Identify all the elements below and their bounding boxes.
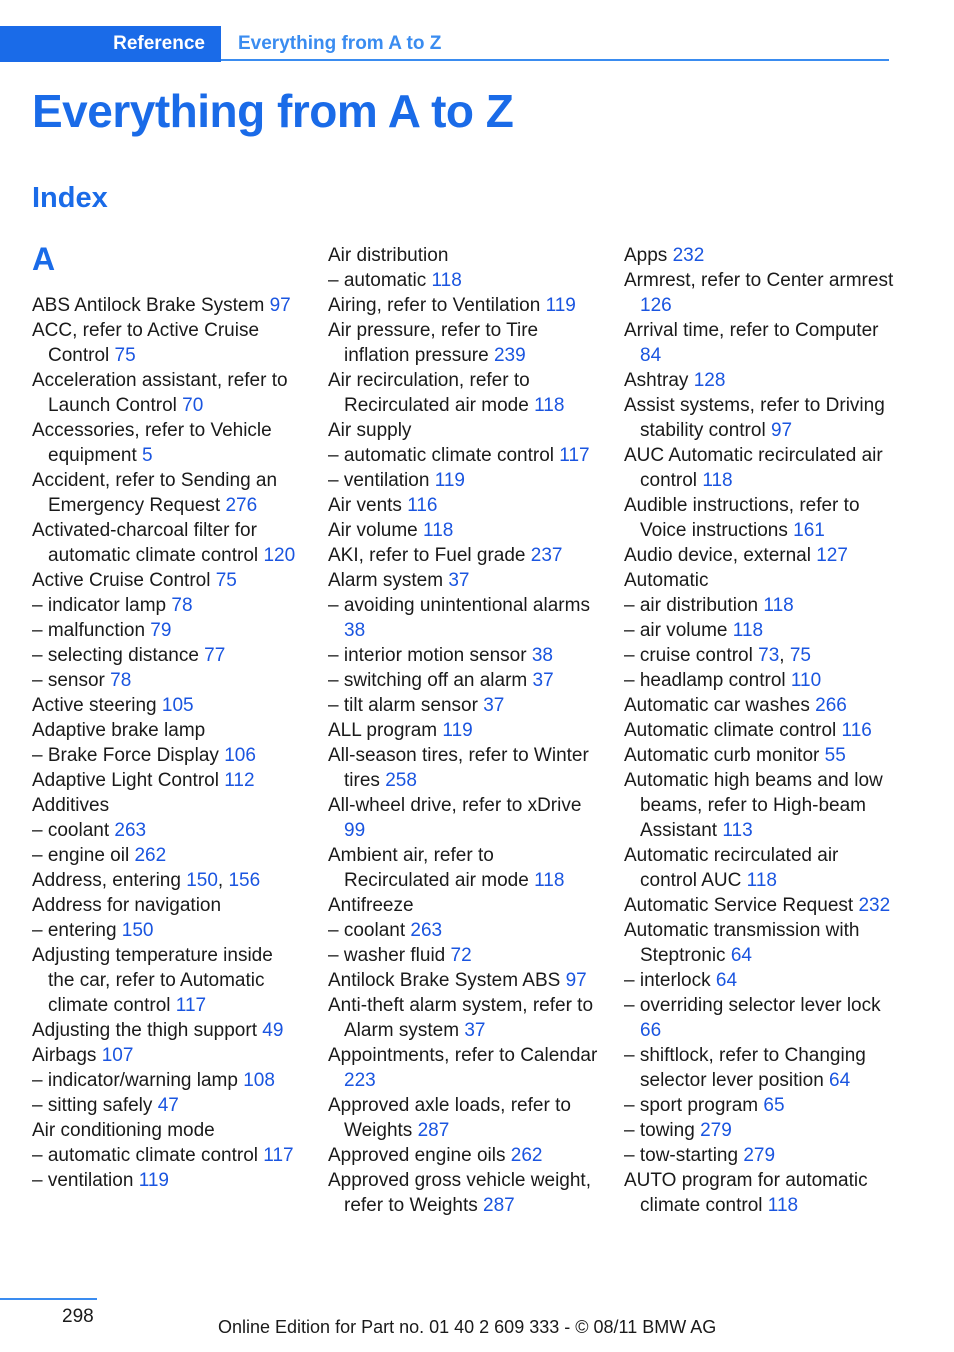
index-entry-text: Air supply (328, 420, 412, 441)
section-tab-label: Reference (113, 33, 205, 54)
index-entry-text: ABS Antilock Brake System (32, 295, 265, 316)
page-link[interactable]: 97 (770, 420, 793, 441)
index-entry-text: Additives (32, 795, 110, 816)
page-link[interactable]: 232 (858, 895, 891, 916)
page-link[interactable]: 117 (175, 995, 207, 1016)
page-link[interactable]: 237 (530, 545, 563, 566)
index-entry-text: – interior motion sensor (328, 645, 527, 666)
page-link[interactable]: 117 (263, 1145, 294, 1166)
index-entry (624, 393, 894, 443)
index-entry (328, 568, 598, 593)
index-entry (32, 843, 302, 868)
index-entry-text: – ventilation (32, 1170, 134, 1191)
page-link[interactable]: 110 (790, 670, 822, 691)
index-entry (32, 293, 302, 318)
index-entry-text: Automatic transmission with Steptronic (624, 920, 860, 966)
page-link[interactable]: 119 (434, 470, 465, 491)
index-entry-text: ACC, refer to Active Cruise Control (32, 320, 260, 366)
index-entry (624, 1093, 894, 1118)
index-entry (624, 718, 894, 743)
index-entry (328, 518, 598, 543)
index-entry-text: – malfunction (32, 620, 146, 641)
index-entry-text: – cruise control (624, 645, 753, 666)
index-entry-text: Acceleration assistant, refer to Launch Control (32, 370, 288, 416)
index-entry (328, 968, 598, 993)
index-entry-text: Ashtray (624, 370, 689, 391)
page-link[interactable]: 73 (758, 645, 780, 666)
index-entry-text: – switching off an alarm (328, 670, 528, 691)
page-link[interactable]: 64 (730, 945, 752, 966)
page-link[interactable]: 258 (385, 770, 417, 791)
index-entry (328, 318, 598, 368)
index-entry (624, 1168, 894, 1218)
index-entry (328, 743, 598, 793)
index-entry (32, 418, 302, 468)
index-entry-text: Automatic high beams and low beams, refer to High-beam Assistant (624, 770, 883, 841)
index-entry (328, 668, 598, 693)
page-link[interactable]: 263 (410, 920, 443, 941)
index-entry (328, 843, 598, 893)
index-entry-text: Automatic curb monitor (624, 745, 820, 766)
index-entry (32, 318, 302, 368)
index-entry (624, 1043, 894, 1093)
index-entry-text: Approved engine oils (328, 1145, 506, 1166)
index-entry-text: Automatic recirculated air control AUC (624, 845, 839, 891)
index-entry (32, 1168, 302, 1193)
page-link[interactable]: 37 (483, 695, 505, 716)
page-link[interactable]: 118 (534, 395, 565, 416)
page-link[interactable]: 37 (448, 570, 470, 591)
page-link[interactable]: 116 (841, 720, 872, 741)
index-entry-text: Air distribution (328, 245, 449, 266)
index-entry (328, 793, 598, 843)
page-link[interactable]: 38 (531, 645, 553, 666)
index-entry-text: Air vents (328, 495, 402, 516)
index-entry (32, 743, 302, 768)
footer-divider (0, 1298, 97, 1300)
index-entry (624, 968, 894, 993)
page-link[interactable]: 70 (182, 395, 204, 416)
index-entry-text: Apps (624, 245, 668, 266)
index-entry-text: Active steering (32, 695, 157, 716)
index-entry-text: Air conditioning mode (32, 1120, 215, 1141)
page-link[interactable]: 75 (215, 570, 237, 591)
page-link[interactable]: 156 (228, 870, 261, 891)
index-entry-text: – towing (624, 1120, 695, 1141)
index-entry (32, 568, 302, 593)
index-entry (32, 668, 302, 693)
edition-note: Online Edition for Part no. 01 40 2 609 333 - © 08/11 BMW AG (218, 1317, 717, 1337)
page-link[interactable]: 119 (545, 295, 576, 316)
index-entry (32, 918, 302, 943)
index-entry-text: Audio device, external (624, 545, 811, 566)
index-entry (328, 468, 598, 493)
index-entry-text: – interlock (624, 970, 711, 991)
index-column-2 (328, 243, 598, 1218)
index-entry (328, 893, 598, 918)
index-entry-text: – indicator/warning lamp (32, 1070, 238, 1091)
page-link[interactable]: 5 (142, 445, 153, 466)
page-link[interactable]: 279 (743, 1145, 776, 1166)
index-entry-text: Alarm system (328, 570, 444, 591)
page-link[interactable]: 287 (417, 1120, 450, 1141)
index-entry-text: Adaptive brake lamp (32, 720, 206, 741)
index-entry-text: – headlamp control (624, 670, 786, 691)
index-entry-text: AUC Automatic recirculated air control (624, 445, 883, 491)
page-link[interactable]: 65 (763, 1095, 785, 1116)
index-entry (32, 718, 302, 743)
page-link[interactable]: 118 (763, 595, 794, 616)
page-link[interactable]: 118 (534, 870, 565, 891)
index-entry-text: – selecting distance (32, 645, 199, 666)
index-entry-text: Antifreeze (328, 895, 414, 916)
page-link[interactable]: 64 (829, 1070, 851, 1091)
index-entry (624, 543, 894, 568)
index-entry (624, 1118, 894, 1143)
page-link[interactable]: 223 (344, 1070, 376, 1091)
index-entry (32, 693, 302, 718)
index-entry (32, 368, 302, 418)
page-link[interactable]: 262 (134, 845, 167, 866)
index-entry-text: – air volume (624, 620, 728, 641)
page-link[interactable]: 119 (442, 720, 473, 741)
section-title: Index (32, 182, 108, 214)
index-entry (328, 1168, 598, 1218)
index-entry (328, 268, 598, 293)
index-entry-text: Approved gross vehicle weight, refer to Weights (328, 1170, 591, 1216)
page-link[interactable]: 55 (824, 745, 846, 766)
page-link[interactable]: 79 (150, 620, 172, 641)
index-entry (32, 1018, 302, 1043)
index-entry (624, 568, 894, 593)
index-entry (624, 243, 894, 268)
index-entry (624, 368, 894, 393)
index-entry-text: – automatic climate control (32, 1145, 258, 1166)
page-link[interactable]: 128 (693, 370, 726, 391)
page-link[interactable]: 118 (746, 870, 777, 891)
index-entry-text: – air distribution (624, 595, 759, 616)
page-link[interactable]: 107 (101, 1045, 134, 1066)
page-link[interactable]: 126 (640, 295, 672, 316)
index-entry (32, 643, 302, 668)
index-entry-text: Accessories, refer to Vehicle equipment (32, 420, 272, 466)
page-link[interactable]: 78 (171, 595, 193, 616)
page-link[interactable]: 38 (344, 620, 366, 641)
page-link[interactable]: 112 (224, 770, 255, 791)
header-bar (0, 26, 889, 62)
page-link[interactable]: 118 (423, 520, 454, 541)
page-link[interactable]: 72 (450, 945, 472, 966)
page-link[interactable]: 262 (510, 1145, 543, 1166)
index-entry-text: Assist systems, refer to Driving stability control (624, 395, 885, 441)
index-entry-text: – overriding selector lever lock (624, 995, 881, 1016)
index-column-3 (624, 243, 894, 1218)
index-entry (328, 593, 598, 643)
index-entry (328, 493, 598, 518)
index-column-1 (32, 243, 302, 1193)
page-link[interactable]: 37 (464, 1020, 486, 1041)
index-entry-text: – avoiding unintentional alarms (328, 595, 590, 616)
index-entry (32, 1093, 302, 1118)
index-entry (328, 943, 598, 968)
index-entry (624, 843, 894, 893)
index-entry (32, 1118, 302, 1143)
breadcrumb[interactable]: Everything from A to Z (238, 33, 442, 54)
index-entry (624, 993, 894, 1043)
page-link[interactable]: 64 (715, 970, 738, 991)
page-link[interactable]: 99 (344, 820, 366, 841)
page-link[interactable]: 108 (243, 1070, 275, 1091)
index-entry (624, 693, 894, 718)
index-entry (624, 743, 894, 768)
page-link[interactable]: 49 (262, 1020, 284, 1041)
index-entry (624, 893, 894, 918)
index-entry-text: Ambient air, refer to Recirculated air mode (328, 845, 529, 891)
index-entry-text: Address, entering (32, 870, 181, 891)
page-link[interactable]: 78 (110, 670, 132, 691)
index-entry-text: – coolant (328, 920, 406, 941)
page-link[interactable]: 266 (815, 695, 847, 716)
page-link[interactable]: 287 (483, 1195, 515, 1216)
page-link[interactable]: 66 (640, 1020, 662, 1041)
page-link[interactable]: 127 (816, 545, 848, 566)
index-entry-text: All-season tires, refer to Winter tires (328, 745, 589, 791)
index-entry-text: Active Cruise Control (32, 570, 211, 591)
index-entry-text: Armrest, refer to Center armrest (624, 270, 894, 291)
index-entry-text: Adjusting the thigh support (32, 1020, 257, 1041)
index-entry-text: – tilt alarm sensor (328, 695, 478, 716)
index-entry-text: Adjusting temperature inside the car, refer to Automatic climate control (32, 945, 273, 1016)
page-link[interactable]: 279 (700, 1120, 732, 1141)
index-entry-text: All-wheel drive, refer to xDrive (328, 795, 582, 816)
index-entry (328, 418, 598, 443)
page-link[interactable]: 97 (565, 970, 587, 991)
index-entry-text: – indicator lamp (32, 595, 167, 616)
index-entry (328, 693, 598, 718)
page-link[interactable]: 118 (732, 620, 764, 641)
index-entry (624, 668, 894, 693)
index-entry (328, 368, 598, 418)
index-entry (32, 793, 302, 818)
page-link[interactable]: 118 (767, 1195, 799, 1216)
page-link[interactable]: 97 (269, 295, 291, 316)
index-entry (32, 468, 302, 518)
index-entry-text: Air recirculation, refer to Recirculated air mode (328, 370, 530, 416)
index-entry-text: – sitting safely (32, 1095, 153, 1116)
index-entry (32, 618, 302, 643)
index-entry (32, 768, 302, 793)
index-entry (624, 268, 894, 318)
index-entry (624, 918, 894, 968)
page-link[interactable]: 77 (204, 645, 226, 666)
index-entry-text: Arrival time, refer to Computer (624, 320, 879, 341)
page-link[interactable]: 116 (407, 495, 438, 516)
index-entry-text: Appointments, refer to Calendar (328, 1045, 598, 1066)
page-link[interactable]: 105 (161, 695, 194, 716)
index-entry (624, 1143, 894, 1168)
page-link[interactable]: 239 (493, 345, 526, 366)
index-entry (328, 293, 598, 318)
index-entry-text: Antilock Brake System ABS (328, 970, 561, 991)
index-entry (32, 893, 302, 918)
page-link[interactable]: 150 (121, 920, 154, 941)
index-entry (624, 618, 894, 643)
page-link[interactable]: 113 (722, 820, 753, 841)
page-link[interactable]: 118 (431, 270, 462, 291)
index-entry (328, 1043, 598, 1093)
index-entry (624, 443, 894, 493)
page-link[interactable]: 47 (157, 1095, 179, 1116)
index-entry-text: Automatic climate control (624, 720, 837, 741)
index-entry-text: Accident, refer to Sending an Emergency Request (32, 470, 278, 516)
index-entry-text: Anti-theft alarm system, refer to Alarm system (328, 995, 594, 1041)
index-entry (32, 593, 302, 618)
index-entry (328, 243, 598, 268)
index-entry-text: Air pressure, refer to Tire inflation pressure (328, 320, 539, 366)
page-link[interactable]: 106 (224, 745, 256, 766)
index-entry-text: – sensor (32, 670, 105, 691)
index-entry (328, 643, 598, 668)
header-divider (221, 59, 889, 61)
index-entry (328, 443, 598, 468)
index-entry (328, 543, 598, 568)
index-entry-text: AUTO program for automatic climate control (624, 1170, 868, 1216)
index-entry-text: Automatic car washes (624, 695, 810, 716)
index-entry-text: – ventilation (328, 470, 430, 491)
index-entry (32, 1043, 302, 1068)
page-link[interactable]: 120 (263, 545, 296, 566)
index-entry-text: AKI, refer to Fuel grade (328, 545, 526, 566)
index-entry-text: Airing, refer to Ventilation (328, 295, 541, 316)
index-entry (328, 993, 598, 1043)
index-entry (624, 593, 894, 618)
page-link[interactable]: 37 (532, 670, 554, 691)
index-entry-text: – shiftlock, refer to Changing selector lever position (624, 1045, 866, 1091)
page-link[interactable]: 75 (789, 645, 811, 666)
index-entry: Address, entering 150, 156 (32, 870, 261, 891)
index-entry-text: Adaptive Light Control (32, 770, 219, 791)
page-link[interactable]: 84 (640, 345, 662, 366)
index-entry-text: Automatic (624, 570, 709, 591)
index-entry (328, 1143, 598, 1168)
page-link[interactable]: 150 (186, 870, 218, 891)
index-entry-text: Airbags (32, 1045, 97, 1066)
index-entry-text: – Brake Force Display (32, 745, 219, 766)
index-entry-text: – automatic (328, 270, 427, 291)
page-link[interactable]: 119 (138, 1170, 169, 1191)
index-entry-text: – tow-starting (624, 1145, 739, 1166)
index-entry (624, 318, 894, 368)
index-entry (32, 818, 302, 843)
index-entry-text: Activated-charcoal filter for automatic climate control (32, 520, 259, 566)
index-entry-text: Address for navigation (32, 895, 222, 916)
page-link[interactable]: 117 (559, 445, 590, 466)
index-entry (32, 1068, 302, 1093)
index-entry-text: Air volume (328, 520, 418, 541)
index-entry (32, 1143, 302, 1168)
index-entry-text: – automatic climate control (328, 445, 554, 466)
index-letter-heading: A (32, 241, 56, 277)
index-entry (328, 718, 598, 743)
page-link[interactable]: 118 (702, 470, 733, 491)
section-tab[interactable] (0, 26, 221, 62)
page-title: Everything from A to Z (32, 85, 514, 137)
index-entry-text: – sport program (624, 1095, 759, 1116)
page-link[interactable]: 75 (114, 345, 136, 366)
index-entry-text: Approved axle loads, refer to Weights (328, 1095, 571, 1141)
index-entry-text: – washer fluid (328, 945, 446, 966)
index-entry-text: ALL program (328, 720, 438, 741)
index-entry (624, 768, 894, 843)
page-link[interactable]: 161 (793, 520, 825, 541)
index-entry (328, 1093, 598, 1143)
index-entry (32, 943, 302, 1018)
page-link[interactable]: 263 (114, 820, 147, 841)
index-entry-text: Audible instructions, refer to Voice instructions (624, 495, 860, 541)
index-entry-text: – entering (32, 920, 117, 941)
index-entry-text: – coolant (32, 820, 110, 841)
index-entry: – cruise control 73, 75 (624, 645, 811, 666)
index-entry-text: Automatic Service Request (624, 895, 854, 916)
page-number: 298 (62, 1306, 94, 1327)
page-link[interactable]: 232 (672, 245, 705, 266)
index-entry (328, 918, 598, 943)
index-entry (624, 493, 894, 543)
page-link[interactable]: 276 (225, 495, 258, 516)
index-entry-text: – engine oil (32, 845, 130, 866)
index-entry (32, 518, 302, 568)
